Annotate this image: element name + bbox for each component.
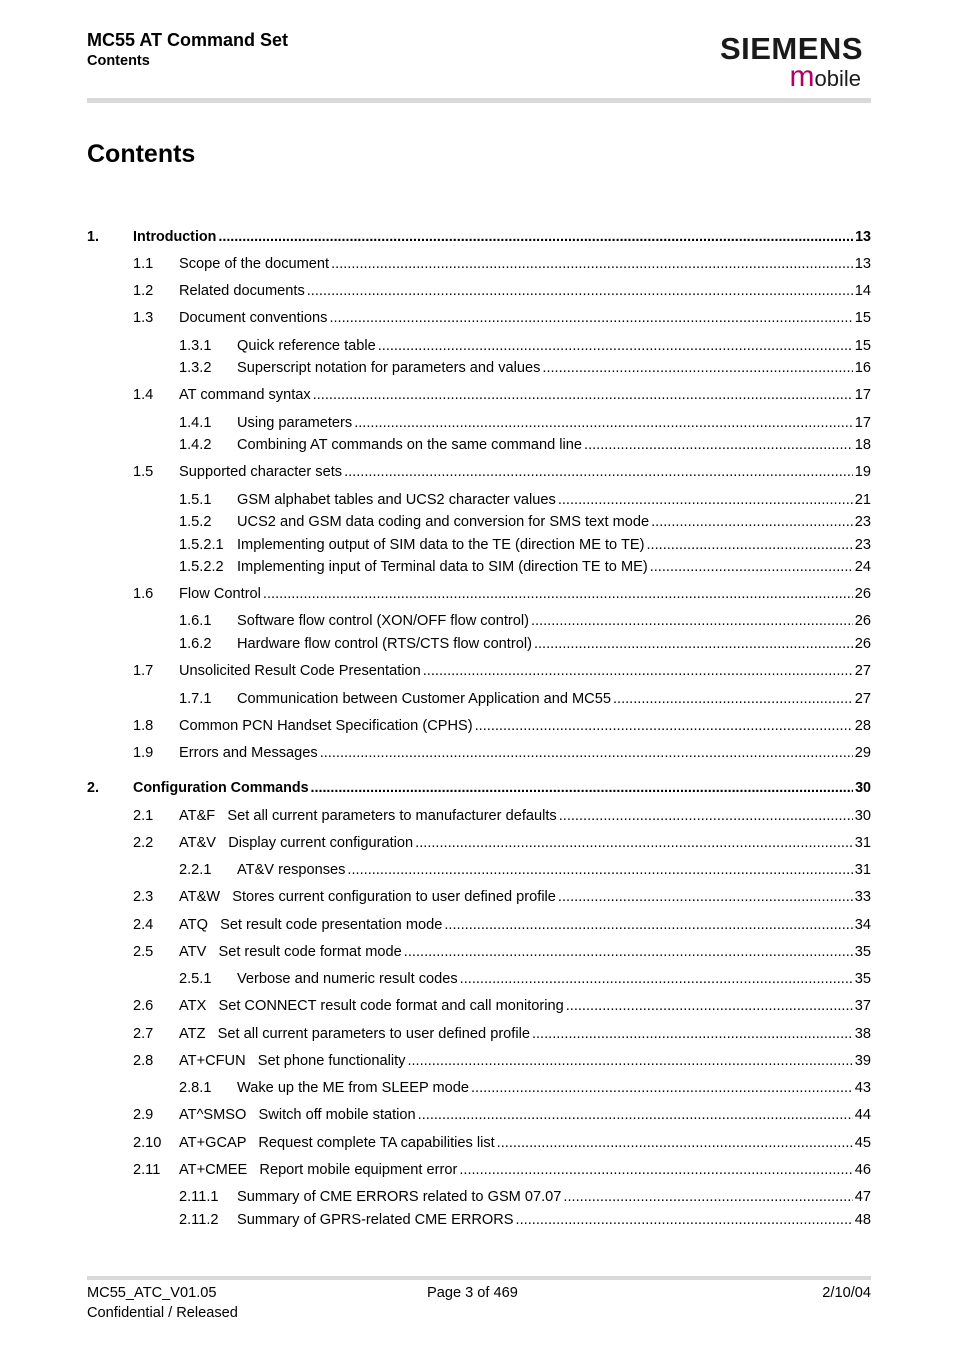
toc-entry-title[interactable]: Hardware flow control (RTS/CTS flow control) [237, 636, 532, 652]
toc-entry-title[interactable]: Implementing input of Terminal data to SIM (direction TE to ME) [237, 559, 648, 575]
toc-dot-leader [497, 1133, 853, 1153]
toc-entry-page[interactable]: 46 [854, 1162, 871, 1178]
logo-brand: SIEMENS [719, 31, 863, 66]
toc-entry[interactable] [87, 634, 871, 654]
toc-entry-number: 1.1 [133, 256, 154, 272]
toc-entry-page[interactable]: 48 [854, 1212, 871, 1228]
toc-entry-page[interactable]: 23 [854, 514, 871, 530]
toc-entry-number: 1.5.2 [179, 514, 212, 530]
toc-entry-line [237, 535, 871, 555]
toc-entry-title[interactable]: Introduction [133, 229, 217, 245]
toc-entry-line [179, 833, 871, 853]
toc-entry-page[interactable]: 30 [854, 808, 871, 824]
toc-entry-line [179, 661, 871, 681]
toc-entry-page[interactable]: 28 [854, 718, 871, 734]
toc-entry-title[interactable]: Combining AT commands on the same command line [237, 437, 583, 453]
toc-entry-title[interactable]: Errors and Messages [179, 745, 318, 761]
toc-entry-number: 1.5.2.1 [179, 537, 224, 553]
toc-entry-title[interactable]: ATZ Set all current parameters to user defined profile [179, 1026, 530, 1042]
toc-dot-leader [475, 716, 853, 736]
toc-entry-page[interactable]: 35 [854, 944, 871, 960]
toc-entry-line [237, 1187, 871, 1207]
toc-entry-title[interactable]: GSM alphabet tables and UCS2 character values [237, 492, 556, 508]
toc-entry-number: 2.5.1 [179, 971, 212, 987]
toc-dot-leader [558, 887, 853, 907]
toc-dot-leader [459, 1160, 852, 1180]
toc-entry-number: 2.8.1 [179, 1080, 212, 1096]
toc-entry[interactable] [87, 490, 871, 510]
toc-entry[interactable] [87, 833, 871, 853]
toc-entry[interactable] [87, 281, 871, 301]
toc-dot-leader [584, 435, 853, 455]
toc-entry-title[interactable]: Software flow control (XON/OFF flow control) [237, 613, 529, 629]
toc-entry-title[interactable]: AT+CFUN Set phone functionality [179, 1053, 406, 1069]
toc-entry-title[interactable]: AT^SMSO Switch off mobile station [179, 1107, 416, 1123]
toc-entry-number: 1.4 [133, 387, 154, 403]
toc-entry-page[interactable]: 30 [855, 780, 871, 796]
toc-entry-line [237, 1210, 871, 1230]
toc-entry-title[interactable]: Flow Control [179, 586, 261, 602]
toc-entry[interactable] [87, 584, 871, 604]
toc-entry[interactable] [87, 689, 871, 709]
toc-entry-line [179, 996, 871, 1016]
page-title: Contents [87, 140, 196, 168]
toc-entry-title[interactable]: ATX Set CONNECT result code format and call monitoring [179, 998, 564, 1014]
toc-entry[interactable] [87, 778, 871, 798]
toc-entry-number: 2.3 [133, 889, 154, 905]
toc-entry-number: 2.11.2 [179, 1212, 219, 1228]
toc-entry-line [237, 557, 871, 577]
toc-dot-leader [423, 661, 853, 681]
document-status: Confidential / Released [87, 1305, 238, 1321]
toc-entry-title[interactable]: AT+GCAP Request complete TA capabilities list [179, 1135, 495, 1151]
toc-entry[interactable] [87, 969, 871, 989]
toc-entry-line [237, 1078, 871, 1098]
toc-entry-line [179, 462, 871, 482]
toc-entry[interactable] [87, 557, 871, 577]
toc-entry[interactable] [87, 462, 871, 482]
table-of-contents [87, 0, 871, 1351]
toc-dot-leader [646, 535, 852, 555]
toc-entry-page[interactable]: 35 [854, 971, 871, 987]
toc-dot-leader [320, 743, 853, 763]
toc-dot-leader [613, 689, 853, 709]
toc-entry-page[interactable]: 33 [854, 889, 871, 905]
toc-entry-number: 2.2 [133, 835, 154, 851]
toc-entry-number: 1.4.2 [179, 437, 212, 453]
toc-entry-number: 1.6.1 [179, 613, 212, 629]
toc-entry-line [179, 806, 871, 826]
toc-dot-leader [311, 778, 854, 798]
toc-entry[interactable] [87, 743, 871, 763]
toc-entry-title[interactable]: Communication between Customer Application and MC55 [237, 691, 611, 707]
toc-entry-title[interactable]: Verbose and numeric result codes [237, 971, 458, 987]
toc-entry-number: 2.9 [133, 1107, 154, 1123]
toc-entry-line [179, 887, 871, 907]
toc-entry-page[interactable]: 37 [854, 998, 871, 1014]
toc-entry-page[interactable]: 26 [854, 636, 871, 652]
toc-entry-page[interactable]: 14 [854, 283, 871, 299]
toc-entry-title[interactable]: Using parameters [237, 415, 353, 431]
toc-entry-title[interactable]: Wake up the ME from SLEEP mode [237, 1080, 469, 1096]
toc-entry-page[interactable]: 26 [854, 613, 871, 629]
section-label: Contents [87, 53, 150, 69]
toc-dot-leader [418, 1105, 853, 1125]
toc-entry-number: 1.6 [133, 586, 154, 602]
toc-entry-page[interactable]: 39 [854, 1053, 871, 1069]
toc-dot-leader [378, 336, 853, 356]
toc-entry[interactable] [87, 860, 871, 880]
toc-dot-leader [329, 308, 852, 328]
toc-entry[interactable] [87, 413, 871, 433]
toc-entry-line [237, 435, 871, 455]
toc-entry-title[interactable]: AT&F Set all current parameters to manufacturer defaults [179, 808, 557, 824]
toc-entry-number: 2.1 [133, 808, 154, 824]
toc-entry-line [237, 512, 871, 532]
toc-entry-title[interactable]: Document conventions [179, 310, 328, 326]
toc-entry-number: 1.4.1 [179, 415, 212, 431]
toc-entry-number: 1.5.1 [179, 492, 212, 508]
toc-entry-page[interactable]: 18 [854, 437, 871, 453]
toc-entry-title[interactable]: AT&W Stores current configuration to user defined profile [179, 889, 556, 905]
toc-dot-leader [307, 281, 853, 301]
toc-entry-number: 1.3 [133, 310, 154, 326]
toc-entry-page[interactable]: 47 [854, 1189, 871, 1205]
page-number: Page 3 of 469 [427, 1285, 518, 1301]
toc-entry[interactable] [87, 1133, 871, 1153]
toc-entry-number: 2.5 [133, 944, 154, 960]
toc-entry-line [237, 413, 871, 433]
toc-entry[interactable] [87, 358, 871, 378]
toc-entry-number: 1.3.2 [179, 360, 212, 376]
toc-dot-leader [559, 806, 853, 826]
toc-entry-page[interactable]: 15 [854, 310, 871, 326]
toc-entry-line [179, 1024, 871, 1044]
toc-entry-page[interactable]: 45 [854, 1135, 871, 1151]
toc-entry-title[interactable]: AT&V responses [237, 862, 346, 878]
toc-entry-line [179, 281, 871, 301]
toc-entry[interactable] [87, 1024, 871, 1044]
toc-entry-number: 1.3.1 [179, 338, 212, 354]
toc-entry-page[interactable]: 13 [854, 256, 871, 272]
toc-entry-line [179, 308, 871, 328]
toc-entry-title[interactable]: Summary of GPRS-related CME ERRORS [237, 1212, 514, 1228]
toc-dot-leader [558, 490, 853, 510]
toc-entry-number: 1.5 [133, 464, 154, 480]
toc-entry-page[interactable]: 21 [854, 492, 871, 508]
toc-entry-page[interactable]: 16 [854, 360, 871, 376]
toc-entry[interactable] [87, 1210, 871, 1230]
toc-entry-title[interactable]: AT+CMEE Report mobile equipment error [179, 1162, 458, 1178]
toc-entry-page[interactable]: 17 [854, 415, 871, 431]
toc-entry-line [237, 490, 871, 510]
toc-entry[interactable] [87, 611, 871, 631]
toc-dot-leader [344, 462, 853, 482]
toc-entry[interactable] [87, 806, 871, 826]
toc-entry-line [237, 336, 871, 356]
toc-entry-title[interactable]: Superscript notation for parameters and values [237, 360, 541, 376]
toc-dot-leader [651, 512, 853, 532]
toc-entry-number: 2.7 [133, 1026, 154, 1042]
toc-entry-title[interactable]: Scope of the document [179, 256, 330, 272]
toc-dot-leader [650, 557, 853, 577]
toc-entry-number: 2. [87, 780, 99, 796]
toc-dot-leader [313, 385, 853, 405]
toc-entry[interactable] [87, 254, 871, 274]
toc-entry-title[interactable]: Summary of CME ERRORS related to GSM 07.07 [237, 1189, 562, 1205]
toc-entry-line [237, 969, 871, 989]
toc-entry-page[interactable]: 31 [854, 862, 871, 878]
toc-entry-title[interactable]: Related documents [179, 283, 305, 299]
toc-entry-page[interactable]: 27 [854, 691, 871, 707]
toc-entry-title[interactable]: Common PCN Handset Specification (CPHS) [179, 718, 473, 734]
toc-entry-page[interactable]: 27 [854, 663, 871, 679]
toc-entry-line [179, 385, 871, 405]
toc-entry-line [237, 634, 871, 654]
footer-divider [87, 1276, 871, 1280]
toc-entry-line [179, 1133, 871, 1153]
toc-dot-leader [407, 1051, 852, 1071]
toc-entry-page[interactable]: 13 [855, 229, 871, 245]
toc-entry-page[interactable]: 24 [854, 559, 871, 575]
toc-dot-leader [566, 996, 853, 1016]
toc-entry-title[interactable]: Unsolicited Result Code Presentation [179, 663, 421, 679]
toc-entry-page[interactable]: 44 [854, 1107, 871, 1123]
toc-entry-number: 1.6.2 [179, 636, 212, 652]
toc-entry-number: 2.2.1 [179, 862, 212, 878]
toc-entry[interactable] [87, 227, 871, 247]
logo-rest: obile [814, 66, 861, 91]
toc-dot-leader [218, 227, 853, 247]
toc-entry[interactable] [87, 1160, 871, 1180]
toc-entry[interactable] [87, 336, 871, 356]
toc-dot-leader [542, 358, 852, 378]
toc-entry[interactable] [87, 661, 871, 681]
document-date: 2/10/04 [822, 1285, 871, 1301]
toc-entry-page[interactable]: 23 [854, 537, 871, 553]
toc-entry[interactable] [87, 1105, 871, 1125]
toc-dot-leader [471, 1078, 853, 1098]
toc-dot-leader [516, 1210, 853, 1230]
toc-dot-leader [347, 860, 852, 880]
toc-entry-title[interactable]: AT&V Display current configuration [179, 835, 414, 851]
toc-entry[interactable] [87, 942, 871, 962]
toc-entry-number: 1.2 [133, 283, 154, 299]
toc-entry-page[interactable]: 15 [854, 338, 871, 354]
toc-entry-number: 2.11.1 [179, 1189, 219, 1205]
toc-entry-page[interactable]: 31 [854, 835, 871, 851]
toc-entry-page[interactable]: 17 [854, 387, 871, 403]
toc-entry-line [237, 689, 871, 709]
toc-entry-page[interactable]: 38 [854, 1026, 871, 1042]
toc-dot-leader [354, 413, 853, 433]
toc-entry[interactable] [87, 887, 871, 907]
toc-entry-number: 1.8 [133, 718, 154, 734]
toc-dot-leader [563, 1187, 852, 1207]
toc-entry-title[interactable]: Supported character sets [179, 464, 343, 480]
toc-entry-page[interactable]: 43 [854, 1080, 871, 1096]
document-title: MC55 AT Command Set [87, 30, 289, 50]
toc-dot-leader [263, 584, 853, 604]
toc-entry-page[interactable]: 26 [854, 586, 871, 602]
toc-entry-page[interactable]: 34 [854, 917, 871, 933]
toc-entry-line [237, 860, 871, 880]
toc-entry-number: 1.7 [133, 663, 154, 679]
toc-entry-title[interactable]: Implementing output of SIM data to the TE (direction ME to TE) [237, 537, 645, 553]
toc-entry[interactable] [87, 1078, 871, 1098]
toc-entry-number: 1.9 [133, 745, 154, 761]
toc-entry-line [237, 358, 871, 378]
toc-dot-leader [532, 1024, 853, 1044]
toc-entry[interactable] [87, 308, 871, 328]
toc-entry-number: 1.5.2.2 [179, 559, 224, 575]
toc-entry-number: 2.4 [133, 917, 154, 933]
toc-entry[interactable] [87, 535, 871, 555]
toc-entry-line [179, 254, 871, 274]
toc-entry-line [179, 915, 871, 935]
toc-dot-leader [460, 969, 853, 989]
toc-entry-title[interactable]: Configuration Commands [133, 780, 309, 796]
toc-entry-title[interactable]: ATV Set result code format mode [179, 944, 402, 960]
toc-entry-line [179, 1160, 871, 1180]
toc-entry-title[interactable]: UCS2 and GSM data coding and conversion for SMS text mode [237, 514, 650, 530]
toc-entry[interactable] [87, 512, 871, 532]
toc-entry-title[interactable]: AT command syntax [179, 387, 311, 403]
toc-entry-line [133, 778, 871, 798]
toc-entry[interactable] [87, 716, 871, 736]
toc-entry[interactable] [87, 1187, 871, 1207]
toc-entry[interactable] [87, 435, 871, 455]
toc-entry[interactable] [87, 996, 871, 1016]
toc-entry-line [179, 942, 871, 962]
toc-dot-leader [404, 942, 853, 962]
toc-dot-leader [531, 611, 853, 631]
toc-entry-line [179, 1051, 871, 1071]
toc-entry[interactable] [87, 1051, 871, 1071]
toc-entry-number: 1. [87, 229, 99, 245]
toc-entry-title[interactable]: ATQ Set result code presentation mode [179, 917, 443, 933]
toc-entry-number: 2.8 [133, 1053, 154, 1069]
toc-entry-number: 2.10 [133, 1135, 162, 1151]
toc-entry-page[interactable]: 29 [854, 745, 871, 761]
toc-entry-line [179, 584, 871, 604]
toc-dot-leader [415, 833, 853, 853]
toc-entry-line [237, 611, 871, 631]
toc-entry-line [179, 1105, 871, 1125]
logo-m: m [789, 60, 815, 93]
toc-entry[interactable] [87, 915, 871, 935]
document-id: MC55_ATC_V01.05 [87, 1285, 217, 1301]
toc-entry-line [179, 743, 871, 763]
toc-dot-leader [534, 634, 853, 654]
toc-entry-page[interactable]: 19 [854, 464, 871, 480]
toc-entry[interactable] [87, 385, 871, 405]
toc-entry-number: 2.6 [133, 998, 154, 1014]
toc-dot-leader [444, 915, 852, 935]
toc-entry-line [179, 716, 871, 736]
toc-entry-title[interactable]: Quick reference table [237, 338, 376, 354]
toc-entry-number: 1.7.1 [179, 691, 212, 707]
toc-entry-line [133, 227, 871, 247]
toc-dot-leader [331, 254, 853, 274]
toc-entry-number: 2.11 [133, 1162, 161, 1178]
